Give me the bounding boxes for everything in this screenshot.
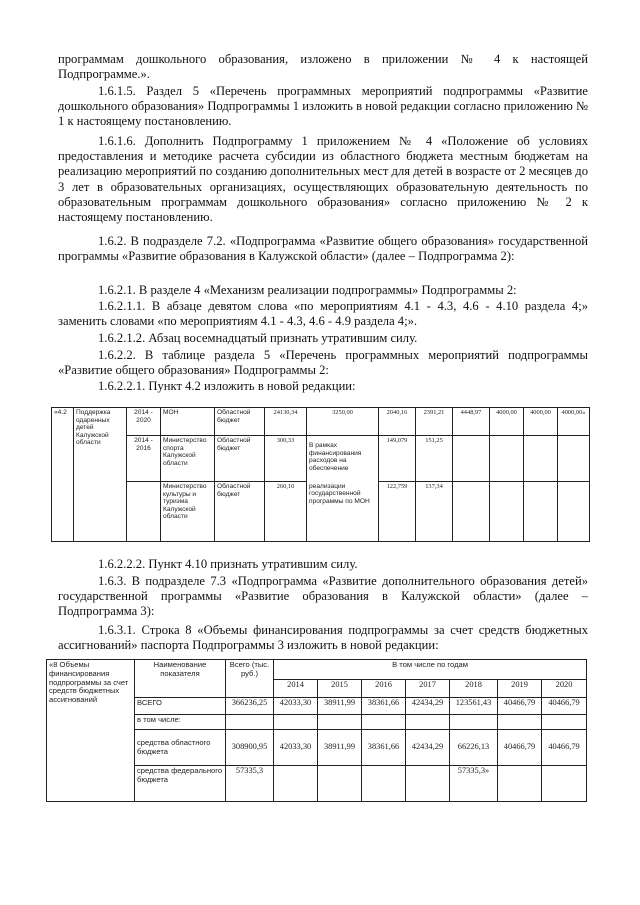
value-cell [453,482,490,542]
program-measures-table [51,407,590,542]
value-cell: 38911,99 [318,698,362,715]
value-cell: 57335,3» [450,766,498,802]
source-cell: Областной бюджет [215,436,265,482]
measure-name: Поддержка одаренных детей Калужской области [74,408,127,542]
value-cell [453,436,490,482]
paragraph-1-6-1-6: 1.6.1.6. Дополнить Подпрограмму 1 приложением № 4 «Положение об условиях предоставления и методике расчета субсидии из областного бюджета местным бюджетам на реализацию мероприятий по созданию дополнительных мест для детей в возрасте от 2 месяцев до 3 лет в образовательных организациях, осуществляющих образовательную деятельность по образовательным программам дошкольного образования» согласно приложению № 2 к настоящему постановлению. [58,134,588,225]
financing-table [46,659,587,802]
total-cell [226,715,274,730]
value-cell: 3250,00 [307,408,379,436]
value-cell: 42434,29 [406,730,450,766]
paragraph-1-6-2: 1.6.2. В подразделе 7.2. «Подпрограмма «Развитие общего образования» государственной программы «Развитие образования в Калужской области» (далее – Подпрограмма 2): [58,234,588,264]
paragraph-1-6-2-2-1: 1.6.2.2.1. Пункт 4.2 изложить в новой редакции: [98,379,356,393]
header-name: Наименование показателя [135,660,226,698]
value-cell: 151,25 [416,436,453,482]
total-cell: 57335,3 [226,766,274,802]
year-header: 2018 [450,680,498,698]
value-cell [542,766,587,802]
value-cell: 123561,43 [450,698,498,715]
row-label: «8 Объемы финансирования подпрограммы за счет средств бюджетных ассигнований [47,660,135,802]
value-cell: 40466,79 [542,698,587,715]
value-cell: 4000,00» [558,408,590,436]
indicator-name: ВСЕГО [135,698,226,715]
value-cell [274,766,318,802]
paragraph-1-6-2-1: 1.6.2.1. В разделе 4 «Механизм реализации подпрограммы» Подпрограммы 2: [98,283,517,297]
value-cell [362,715,406,730]
year-header: 2019 [498,680,542,698]
source-cell: Областной бюджет [215,408,265,436]
value-cell: 4448,97 [453,408,490,436]
value-cell: 4000,00 [524,408,558,436]
year-header: 2015 [318,680,362,698]
header-total: Всего (тыс. руб.) [226,660,274,698]
value-cell [558,436,590,482]
value-cell: 2040,16 [379,408,416,436]
value-cell: 42033,30 [274,730,318,766]
value-cell: 40466,79 [498,730,542,766]
value-cell: 122,759 [379,482,416,542]
value-cell: 38361,66 [362,698,406,715]
table-header-row [47,660,587,680]
indicator-name: средства областного бюджета [135,730,226,766]
value-cell: 38361,66 [362,730,406,766]
indicator-name: средства федерального бюджета [135,766,226,802]
value-cell: 66226,13 [450,730,498,766]
total-cell: 366236,25 [226,698,274,715]
period-cell: 2014 - 2020 [127,408,161,436]
table-row [52,482,590,542]
value-cell [318,715,362,730]
header-years-group: В том числе по годам [274,660,587,680]
value-cell [406,715,450,730]
value-cell: 40466,79 [542,730,587,766]
total-cell: 300,33 [265,436,307,482]
value-cell [524,482,558,542]
item-number: «4.2 [52,408,74,542]
indicator-name: в том числе: [135,715,226,730]
value-cell [450,715,498,730]
value-cell [362,766,406,802]
value-cell [498,715,542,730]
executor-cell: МОН [161,408,215,436]
value-cell [274,715,318,730]
value-cell [558,482,590,542]
total-cell: 260,10 [265,482,307,542]
source-cell: Областной бюджет [215,482,265,542]
value-cell: 38911,99 [318,730,362,766]
year-header: 2017 [406,680,450,698]
value-cell [490,482,524,542]
value-cell [524,436,558,482]
paragraph-1-6-2-1-2: 1.6.2.1.2. Абзац восемнадцатый признать утратившим силу. [98,331,418,345]
year-header: 2016 [362,680,406,698]
executor-cell: Министерство культуры и туризма Калужской области [161,482,215,542]
paragraph: программам дошкольного образования, изложено в приложении № 4 к настоящей Подпрограмме.». [58,52,588,82]
value-cell: 42434,29 [406,698,450,715]
value-cell [406,766,450,802]
paragraph-1-6-2-1-1: 1.6.2.1.1. В абзаце девятом слова «по мероприятиям 4.1 - 4.3, 4.6 - 4.10 раздела 4;» заменить словами «по мероприятиям 4.1 - 4.3, 4.6 - 4.9 раздела 4;». [58,299,588,329]
total-cell: 308900,95 [226,730,274,766]
note-cell: В рамках финансирования расходов на обеспечение [307,436,379,482]
period-cell [127,482,161,542]
note-cell: реализации государственной программы по МОН [307,482,379,542]
table-row [52,408,590,436]
value-cell: 2391,21 [416,408,453,436]
value-cell: 40466,79 [498,698,542,715]
executor-cell: Министерство спорта Калужской области [161,436,215,482]
value-cell: 42033,30 [274,698,318,715]
table-row [52,436,590,482]
paragraph-1-6-3-1: 1.6.3.1. Строка 8 «Объемы финансирования подпрограммы за счет средств бюджетных ассигнований» паспорта Подпрограммы 3 изложить в новой редакции: [58,623,588,653]
value-cell: 137,34 [416,482,453,542]
value-cell [542,715,587,730]
value-cell: 149,079 [379,436,416,482]
value-cell [498,766,542,802]
total-cell: 24130,34 [265,408,307,436]
value-cell [490,436,524,482]
value-cell [318,766,362,802]
year-header: 2014 [274,680,318,698]
period-cell: 2014 - 2016 [127,436,161,482]
value-cell: 4000,00 [490,408,524,436]
paragraph-1-6-3: 1.6.3. В подразделе 7.3 «Подпрограмма «Развитие дополнительного образования детей» государственной программы «Развитие образования в Калужской области» (далее – Подпрограмма 3): [58,574,588,619]
paragraph-1-6-2-2-2: 1.6.2.2.2. Пункт 4.10 признать утратившим силу. [98,557,358,571]
paragraph-1-6-2-2: 1.6.2.2. В таблице раздела 5 «Перечень программных мероприятий подпрограммы «Развитие общего образования» Подпрограммы 2: [58,348,588,378]
year-header: 2020 [542,680,587,698]
paragraph-1-6-1-5: 1.6.1.5. Раздел 5 «Перечень программных мероприятий подпрограммы «Развитие дошкольного образования» Подпрограммы 1 изложить в новой редакции согласно приложению № 1 к настоящему постановлению. [58,84,588,129]
